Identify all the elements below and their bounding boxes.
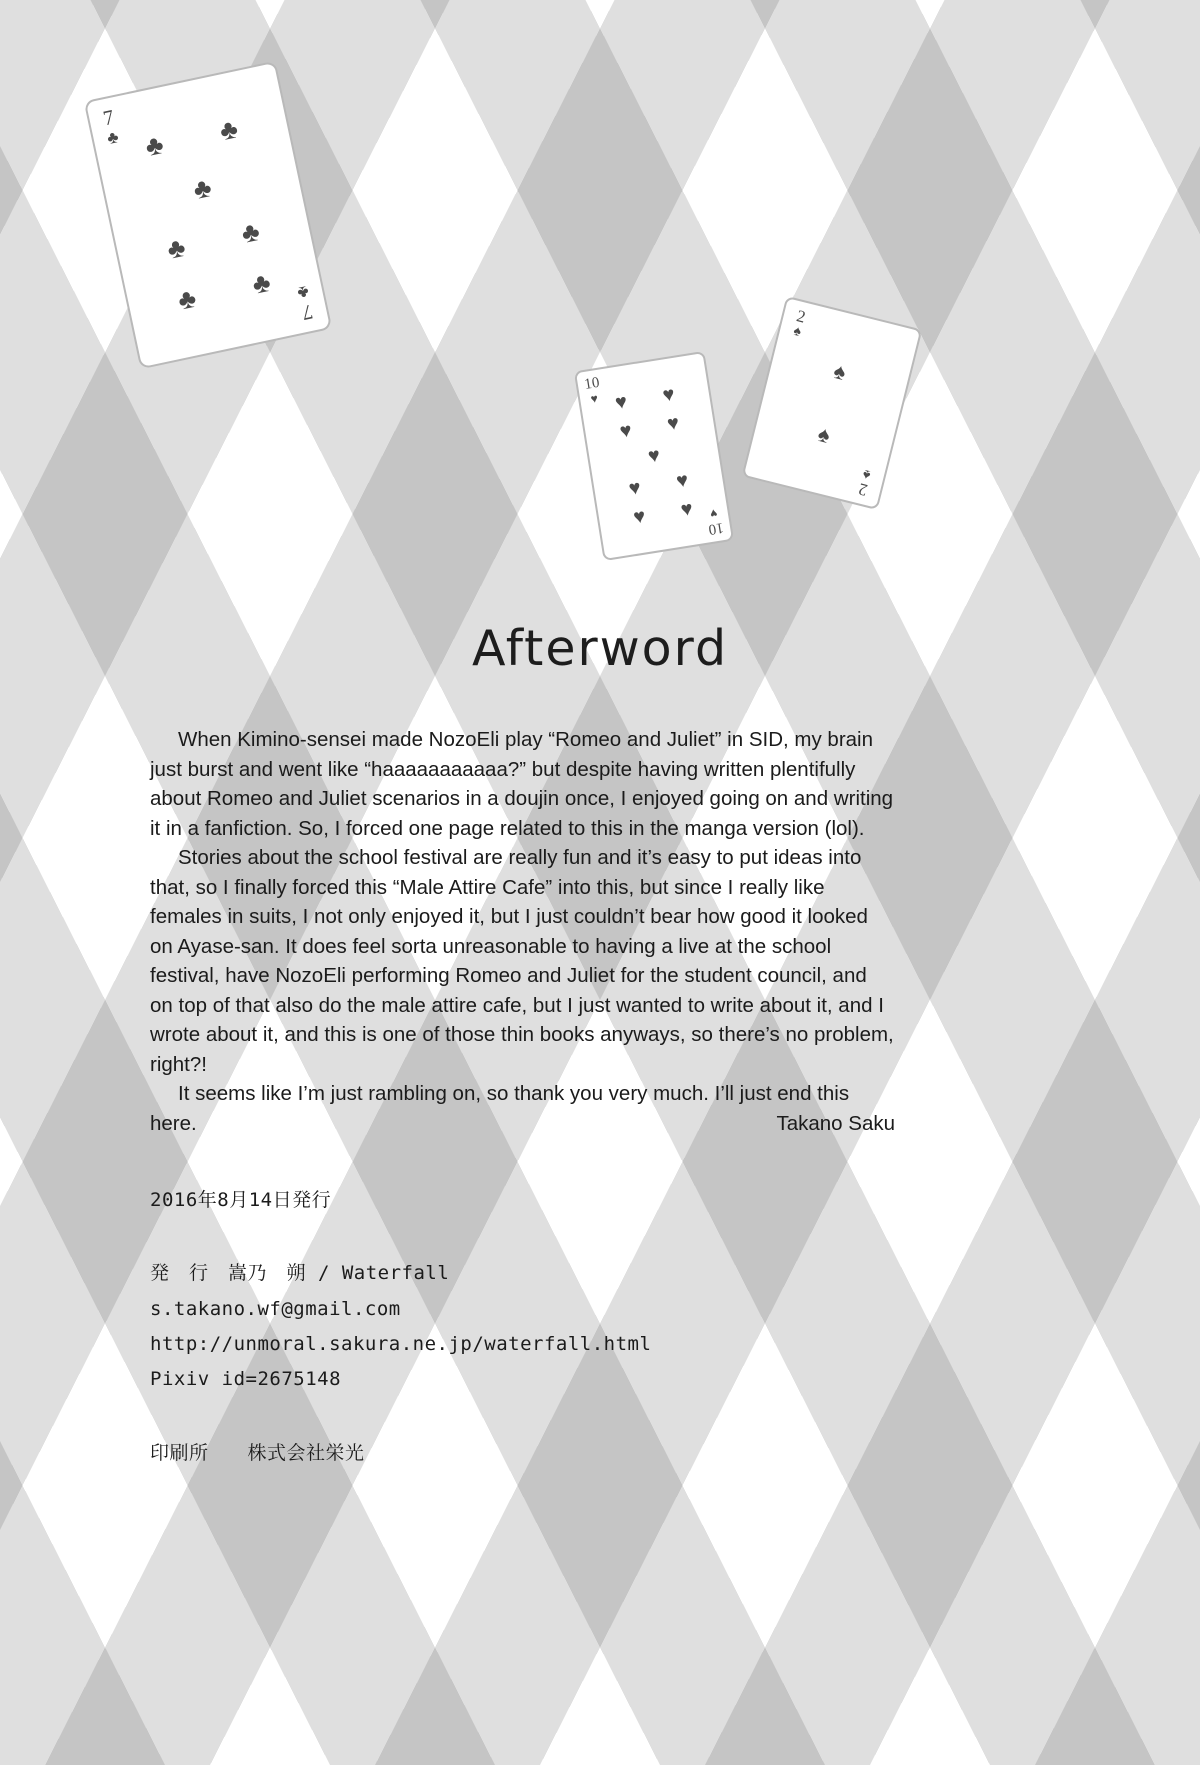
author-signature: Takano Saku xyxy=(776,1111,895,1135)
spades-icon: ♠ xyxy=(831,357,849,385)
card-rank: 2 xyxy=(856,479,870,500)
hearts-icon: ♥ xyxy=(709,505,719,521)
website-url: http://unmoral.sakura.ne.jp/waterfall.html xyxy=(150,1333,652,1355)
card-rank: 2 xyxy=(794,306,808,327)
afterword-paragraph-1: When Kimino-sensei made NozoEli play “Romeo and Juliet” in SID, my brain just burst and went like “haaaaaaaaaaa?” but despite having written plentifully about Romeo and Juliet scenarios in a doujin once, I enjoyed going on and writing it in a fanfiction. So, I forced one page related to this in the manga version (lol). xyxy=(150,728,894,840)
clubs-icon: ♣ xyxy=(105,127,121,149)
pixiv-id: Pixiv id=2675148 xyxy=(150,1368,342,1390)
colophon xyxy=(150,1185,651,1465)
hearts-icon: ♥ xyxy=(679,497,695,521)
hearts-icon: ♥ xyxy=(646,444,662,468)
publisher-line: 発 行 嵩乃 朔 / Waterfall xyxy=(150,1262,450,1284)
publication-date: 2016年8月14日発行 xyxy=(150,1189,332,1211)
spades-icon: ♠ xyxy=(815,420,833,448)
hearts-icon: ♥ xyxy=(661,383,677,408)
card-rank: 7 xyxy=(299,299,316,326)
contact-email: s.takano.wf@gmail.com xyxy=(150,1298,401,1320)
card-rank: 10 xyxy=(583,374,601,393)
hearts-icon: ♥ xyxy=(589,391,599,407)
hearts-icon: ♥ xyxy=(618,419,634,444)
printer-line: 印刷所 株式会社栄光 xyxy=(150,1442,365,1464)
afterword-paragraph-2: Stories about the school festival are really fun and it’s easy to put ideas into that, so I finally forced this “Male Attire Cafe” into this, but since I really like females in suits, I not only enjoyed it, but I just couldn’t bear how good it looked on Ayase-san. It does feel sorta unreasonable to having a live at the school festival, have NozoEli performing Romeo and Juliet for the student council, and on top of that also do the male attire cafe, but I just wanted to write about it, and I wrote about it, and this is one of those thin books anyways, so there’s no problem, right?! xyxy=(150,846,894,1076)
spades-icon: ♠ xyxy=(861,465,873,483)
clubs-icon: ♣ xyxy=(216,113,241,147)
clubs-icon: ♣ xyxy=(238,215,263,249)
card-rank: 7 xyxy=(100,104,117,131)
card-pips xyxy=(595,377,712,534)
clubs-icon: ♣ xyxy=(190,172,215,206)
card-rank: 10 xyxy=(707,519,725,538)
spades-icon: ♠ xyxy=(791,323,803,341)
page-title: Afterword xyxy=(471,620,729,677)
clubs-icon: ♣ xyxy=(249,267,274,301)
clubs-icon: ♣ xyxy=(175,282,199,316)
hearts-icon: ♥ xyxy=(627,476,643,500)
clubs-icon: ♣ xyxy=(295,281,311,303)
hearts-icon: ♥ xyxy=(674,468,690,493)
hearts-icon: ♥ xyxy=(613,391,629,415)
clubs-icon: ♣ xyxy=(142,128,167,162)
afterword-body xyxy=(150,725,895,1138)
hearts-icon: ♥ xyxy=(665,411,681,436)
card-pips xyxy=(768,328,896,478)
afterword-paragraph-3: It seems like I’m just rambling on, so thank you very much. I’ll just end this here. xyxy=(150,1082,850,1135)
card-pips xyxy=(112,96,304,333)
hearts-icon: ♥ xyxy=(631,504,647,529)
clubs-icon: ♣ xyxy=(164,231,188,265)
